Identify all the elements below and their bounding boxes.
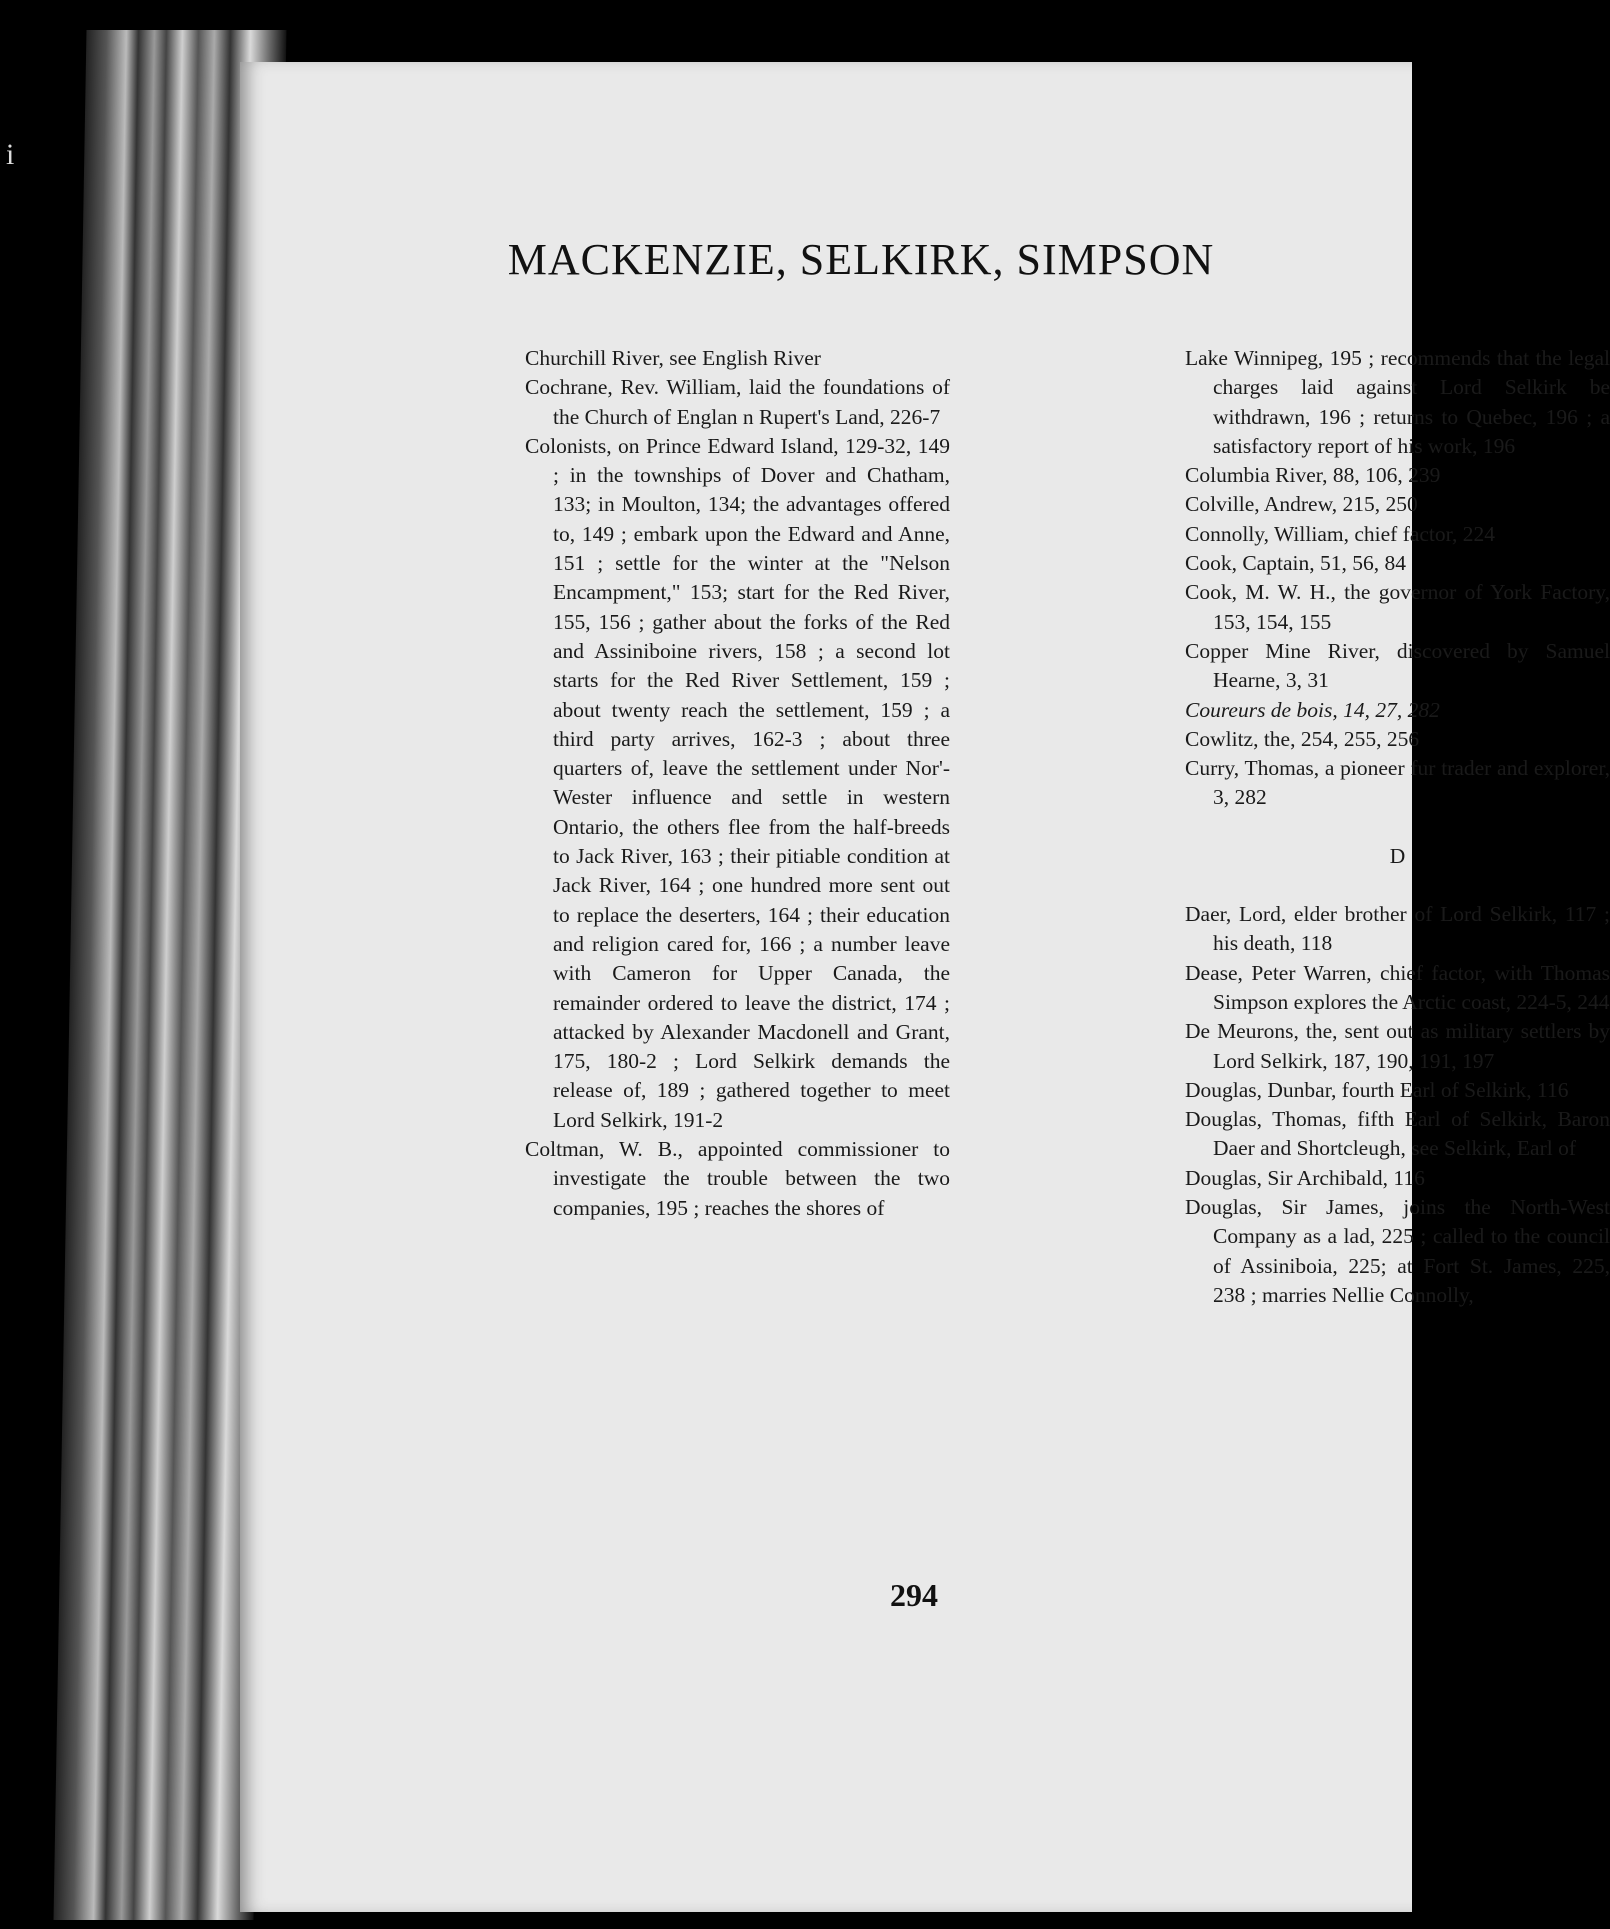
margin-mark: i — [6, 138, 15, 171]
index-entry: Colville, Andrew, 215, 250 — [1185, 492, 1418, 517]
index-entry: Coltman, W. B., appointed commissioner to investigate the trouble between the two companies, 195 ; reaches the shores of — [525, 1137, 950, 1220]
index-entry: Cochrane, Rev. William, laid the foundations of the Church of Englan n Rupert's Land, 226-7 — [525, 375, 950, 429]
index-entry: Cook, M. W. H., the governor of York Factory, 153, 154, 155 — [1185, 580, 1610, 634]
page-title: MACKENZIE, SELKIRK, SIMPSON — [507, 235, 1215, 284]
index-entry: Daer, Lord, elder brother of Lord Selkirk, 117 ; his death, 118 — [1185, 902, 1610, 956]
index-entry: Colonists, on Prince Edward Island, 129-32, 149 ; in the townships of Dover and Chatham, 133; in Moulton, 134; the advantages offered to, 149 ; embark upon the Edward and Anne, 151 ; settle for the winter at the "Nelson Encampment," 153; start for the Red River, 155, 156 ; gather about the forks of the Red and Assiniboine rivers, 158 ; a second lot starts for the Red River Settlement, 159 ; about twenty reach the settlement, 159 ; a third party arrives, 162-3 ; about three quarters of, leave the settlement under Nor'-Wester influence and settle in western Ontario, the others flee from the half-breeds to Jack River, 163 ; their pitiable condition at Jack River, 164 ; one hundred more sent out to replace the deserters, 164 ; their education and religion cared for, 166 ; a number leave with Cameron for Upper Canada, the remainder ordered to leave the district, 174 ; attacked by Alexander Macdonell and Grant, 175, 180-2 ; Lord Selkirk demands the release of, 189 ; gathered together to meet Lord Selkirk, 191-2 — [525, 433, 950, 1132]
index-entry: Churchill River, see English River — [525, 346, 821, 370]
index-entry: Douglas, Thomas, fifth Earl of Selkirk, Baron Daer and Shortcleugh, see Selkirk, Earl of — [1185, 1107, 1610, 1161]
index-entry: Douglas, Sir Archibald, 116 — [1185, 1165, 1425, 1190]
index-entry: Douglas, Sir James, joins the North-West Company as a lad, 225 ; called to the council of Assiniboia, 225; at Fort St. James, 225, 238 ; marries Nellie Connolly, — [1185, 1195, 1610, 1307]
index-entry: Cook, Captain, 51, 56, 84 — [1185, 551, 1406, 576]
section-spacer — [1185, 813, 1610, 842]
section-letter: D — [1389, 843, 1406, 868]
index-entry: Lake Winnipeg, 195 ; recommends that the legal charges laid against Lord Selkirk be withdrawn, 196 ; returns to Quebec, 196 ; a satisfactory report of his work, 196 — [1185, 346, 1610, 458]
index-column-left — [525, 344, 950, 1223]
section-spacer — [1185, 871, 1610, 900]
index-entry: Coureurs de bois, 14, 27, 282 — [1185, 697, 1440, 722]
page-number: 294 — [890, 1577, 938, 1613]
index-entry: Columbia River, 88, 106, 239 — [1185, 463, 1441, 488]
index-entry: Curry, Thomas, a pioneer fur trader and explorer, 3, 282 — [1185, 756, 1610, 810]
index-entry: Cowlitz, the, 254, 255, 256 — [1185, 726, 1420, 751]
book-page — [240, 62, 1610, 1912]
index-entry: Connolly, William, chief factor, 224 — [1185, 521, 1495, 546]
index-entry: De Meurons, the, sent out as military settlers by Lord Selkirk, 187, 190, 191, 197 — [1185, 1019, 1610, 1073]
index-entry: Douglas, Dunbar, fourth Earl of Selkirk, 116 — [1185, 1077, 1569, 1102]
index-entry: Dease, Peter Warren, chief factor, with Thomas Simpson explores the Arctic coast, 224-5, 244 — [1185, 960, 1610, 1014]
index-column-right — [1185, 344, 1610, 1310]
index-entry: Copper Mine River, discovered by Samuel Hearne, 3, 31 — [1185, 638, 1610, 693]
